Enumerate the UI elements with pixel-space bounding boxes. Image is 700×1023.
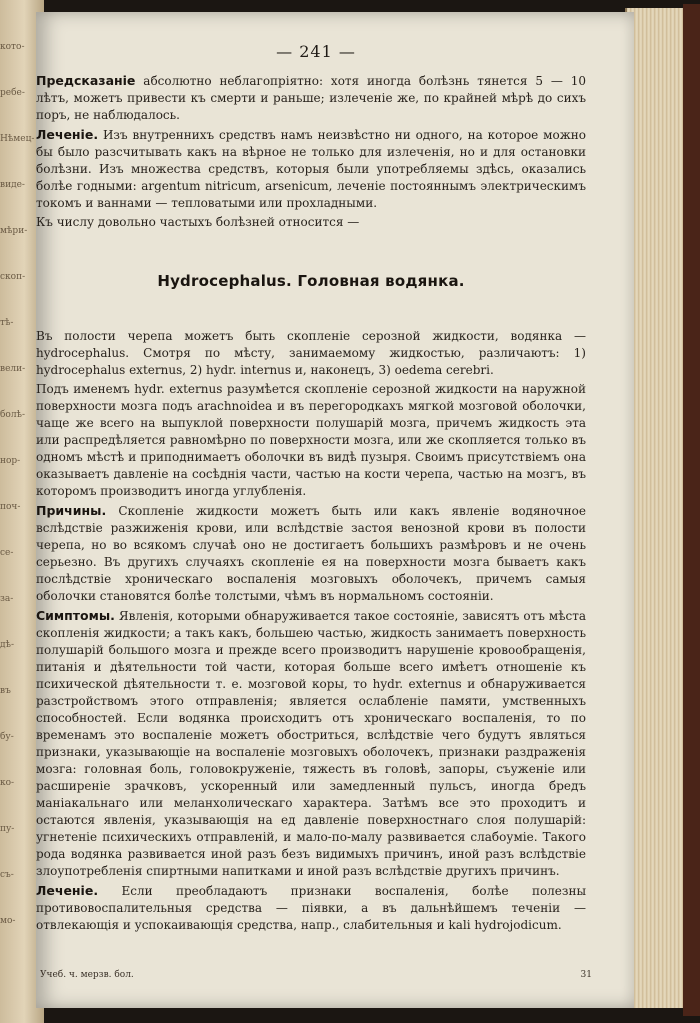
paragraph-text: Подъ именемъ hydr. externus разумѣется скопленіе серозной жидкости на наружной поверхности мозга подъ arachnoidea и въ перегородкахъ мягкой мозговой оболочки, чаще же всего на выпуклой поверхности полушарій мозга, причемъ жидкость эта или распредѣляется равномѣрно по поверхности мозга, или же скопляется только въ одномъ мѣстѣ и приподнимаетъ оболочки въ видѣ пузыря. Своимъ присутствіемъ она оказываетъ давленіе на сосѣднія части, частью на кости черепа, частью на мозгъ, въ которомъ производитъ иногда углубленія. xyxy=(36,382,586,498)
paragraph-text: Къ числу довольно частыхъ болѣзней относится — xyxy=(36,215,360,229)
spine-fragment: виде- xyxy=(0,180,25,190)
previous-page-text xyxy=(0,40,35,960)
paragraph-text: Скопленіе жидкости можетъ быть или какъ явленіе водяночное вслѣдствіе разжиженія крови, или вслѣдствіе застоя венозной крови въ полости черепа, но во всякомъ случаѣ оно не достигаетъ большихъ размѣровъ и не очень серьезно. Въ другихъ случаяхъ скопленіе ея на поверхности мозга бываетъ какъ послѣдствіе хроническаго воспаленія мозговыхъ оболочекъ, причемъ самыя оболочки становятся болѣе толстыми, чѣмъ въ нормальномъ состояніи. xyxy=(36,504,586,603)
section-paragraphs xyxy=(36,328,586,934)
spine-fragment: пу- xyxy=(0,824,15,834)
spine-fragment: мо- xyxy=(0,916,16,926)
paragraph-lead: Леченіе. xyxy=(36,883,99,898)
page-content xyxy=(36,72,586,934)
intro-paragraphs xyxy=(36,72,586,231)
spine-fragment: мѣри- xyxy=(0,226,28,236)
spine-fragment: поч- xyxy=(0,502,21,512)
paragraph xyxy=(36,882,586,934)
spine-fragment: се- xyxy=(0,548,14,558)
book-page xyxy=(36,12,634,1008)
spine-fragment: ко- xyxy=(0,778,15,788)
spine-fragment: Нѣмец- xyxy=(0,134,35,144)
paragraph xyxy=(36,381,586,500)
paragraph-text: Если преобладаютъ признаки воспаленія, болѣе полезны противовоспалительныя средства — піявки, а въ дальнѣйшемъ теченіи — отвлекающія и успокаивающія средства, напр., слабительныя и kali hydrojodicum. xyxy=(36,884,586,932)
spine-fragment: ребе- xyxy=(0,88,25,98)
spine-fragment: вели- xyxy=(0,364,26,374)
spine-fragment: въ xyxy=(0,686,11,696)
spine-fragment: тѣ- xyxy=(0,318,14,328)
spine-fragment: болѣ- xyxy=(0,410,26,420)
paragraph-lead: Симптомы. xyxy=(36,608,115,623)
paragraph xyxy=(36,214,586,231)
section-title: Hydrocephalus. Головная водянка. xyxy=(157,272,465,290)
book-page-edges xyxy=(625,8,687,1008)
spine-fragment: скоп- xyxy=(0,272,26,282)
spine-fragment: нор- xyxy=(0,456,21,466)
paragraph-text: Явленія, которыми обнаруживается такое состояніе, зависятъ отъ мѣста скопленія жидкости; а такъ какъ, большею частью, жидкость занимаетъ поверхность полушарій большого мозга и прежде всего производитъ нарушеніе кровообращенія, питанія и дѣятельности той части, которая больше всего имѣетъ отношеніе къ психической дѣятельности т. е. мозговой коры, то hydr. externus и обнаруживается разстройствомъ этого отправленія; является ослабленіе памяти, умственныхъ способностей. Если водянка происходитъ отъ хроническаго воспаленія, то по временамъ это воспаленіе можетъ обостриться, вслѣдствіе чего будутъ являться признаки, указывающіе на воспаленіе мозговыхъ оболочекъ, признаки раздраженія мозга: головная боль, головокруженіе, тяжесть въ головѣ, запоры, съуженіе или расширеніе зрачковъ, ускоренный или замедленный пульсъ, иногда бредъ маніакальнаго или меланхолическаго характера. Затѣмъ все это проходитъ и остаются явленія, указывающія на ед давленіе поверхностнаго слоя полушарій: угнетеніе психическихъ отправленій, и мало-по-малу развивается слабоуміе. Такого рода водянка развивается иной разъ безъ видимыхъ причинъ, иной разъ вслѣдствіе злоупотребленія спиртными напитками и иной разъ вслѣдствіе другихъ причинъ. xyxy=(36,609,586,878)
paragraph-text: Изъ внутреннихъ средствъ намъ неизвѣстно ни одного, на которое можно бы было разсчитывать какъ на вѣрное не только для излеченія, но и для остановки болѣзни. Изъ множества средствъ, которыя были употребляемы здѣсь, оказались болѣе годными: argentum nitricum, arsenicum, леченіе постояннымъ электрическимъ токомъ и ваннами — тепловатыми или прохладными. xyxy=(36,128,586,210)
paragraph xyxy=(36,502,586,605)
footer-sheet-number: 31 xyxy=(580,970,592,980)
spine-fragment: за- xyxy=(0,594,14,604)
spine-fragment: дѣ- xyxy=(0,640,15,650)
paragraph-text: Въ полости черепа можетъ быть скопленіе серозной жидкости, водянка — hydrocephalus. Смотря по мѣсту, занимаемому жидкостью, различаютъ: 1) hydrocephalus externus, 2) hydr. internus и, наконецъ, 3) oedema cerebri. xyxy=(36,329,586,377)
spine-fragment: кото- xyxy=(0,42,25,52)
footer-signature: Учеб. ч. мерзв. бол. xyxy=(40,970,134,980)
paragraph xyxy=(36,72,586,124)
page-number: — 241 — xyxy=(276,42,356,61)
paragraph-text: абсолютно неблагопріятно: хотя иногда болѣзнь тянется 5 — 10 лѣтъ, можетъ привести къ смерти и раньше; излеченіе же, по крайней мѣрѣ до сихъ поръ, не наблюдалось. xyxy=(36,74,586,122)
paragraph xyxy=(36,328,586,379)
book-cover-edge xyxy=(683,4,700,1016)
spine-fragment: бу- xyxy=(0,732,14,742)
spine-fragment: съ- xyxy=(0,870,14,880)
paragraph-lead: Леченіе. xyxy=(36,127,99,142)
paragraph xyxy=(36,607,586,880)
paragraph-lead: Причины. xyxy=(36,503,107,518)
paragraph xyxy=(36,126,586,212)
paragraph-lead: Предсказаніе xyxy=(36,73,136,88)
